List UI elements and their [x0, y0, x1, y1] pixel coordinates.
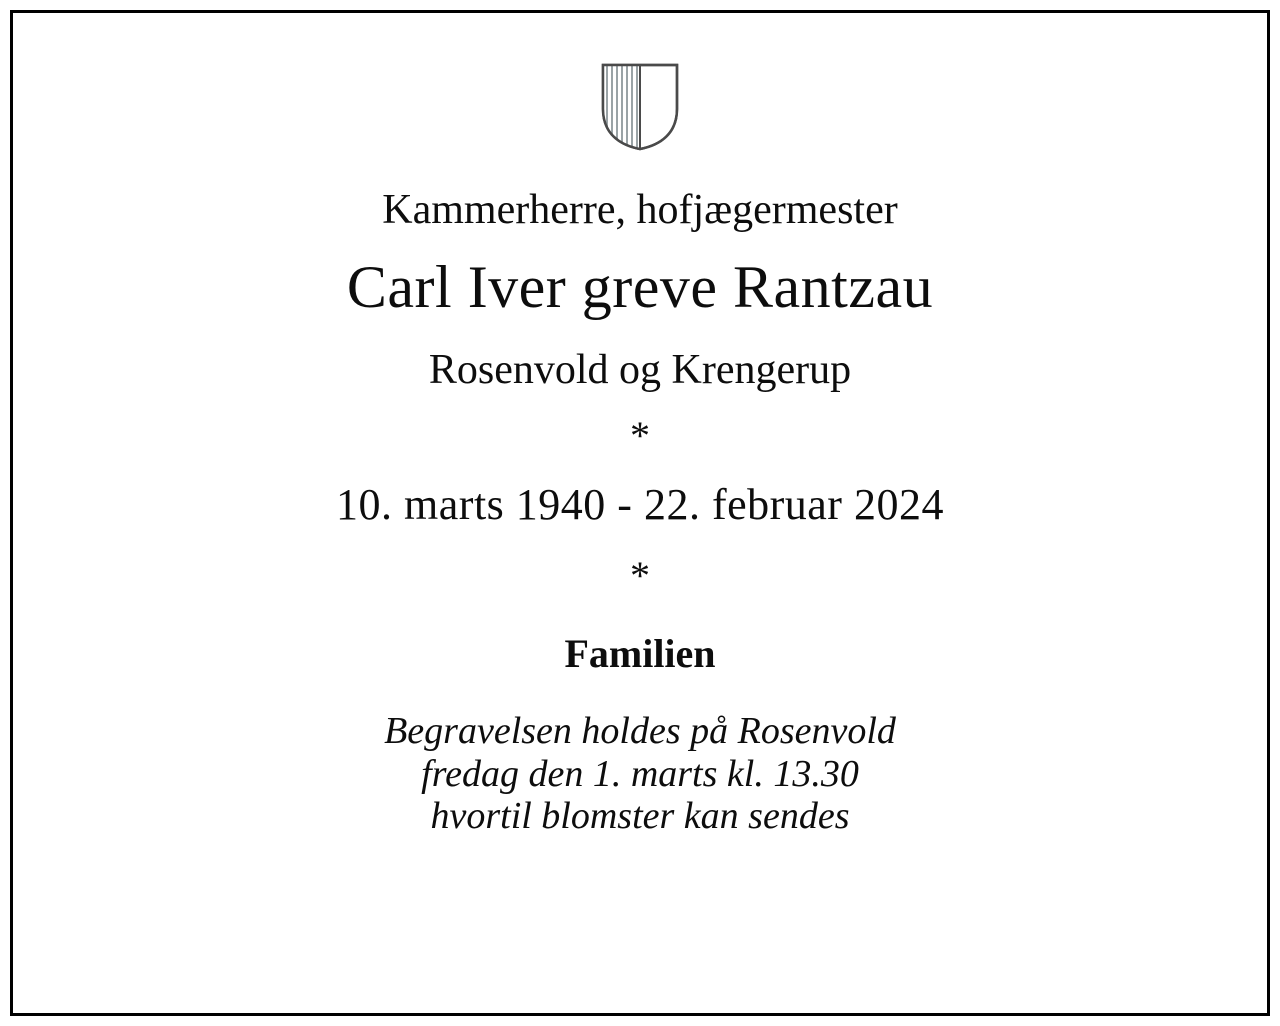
deceased-title: Kammerherre, hofjægermester — [382, 187, 898, 233]
separator-bottom: * — [630, 552, 650, 598]
funeral-info-line-3: hvortil blomster kan sendes — [430, 795, 850, 838]
funeral-info-line-1: Begravelsen holdes på Rosenvold — [384, 710, 896, 753]
family-signature: Familien — [564, 630, 716, 676]
deceased-estate: Rosenvold og Krengerup — [428, 347, 852, 394]
obituary-notice — [10, 10, 1270, 1016]
heraldic-shield-icon — [597, 61, 683, 153]
separator-top: * — [630, 413, 650, 459]
funeral-info-line-2: fredag den 1. marts kl. 13.30 — [421, 752, 859, 795]
funeral-info — [384, 710, 896, 838]
deceased-name: Carl Iver greve Rantzau — [346, 254, 934, 321]
life-dates: 10. marts 1940 - 22. februar 2024 — [336, 480, 944, 530]
